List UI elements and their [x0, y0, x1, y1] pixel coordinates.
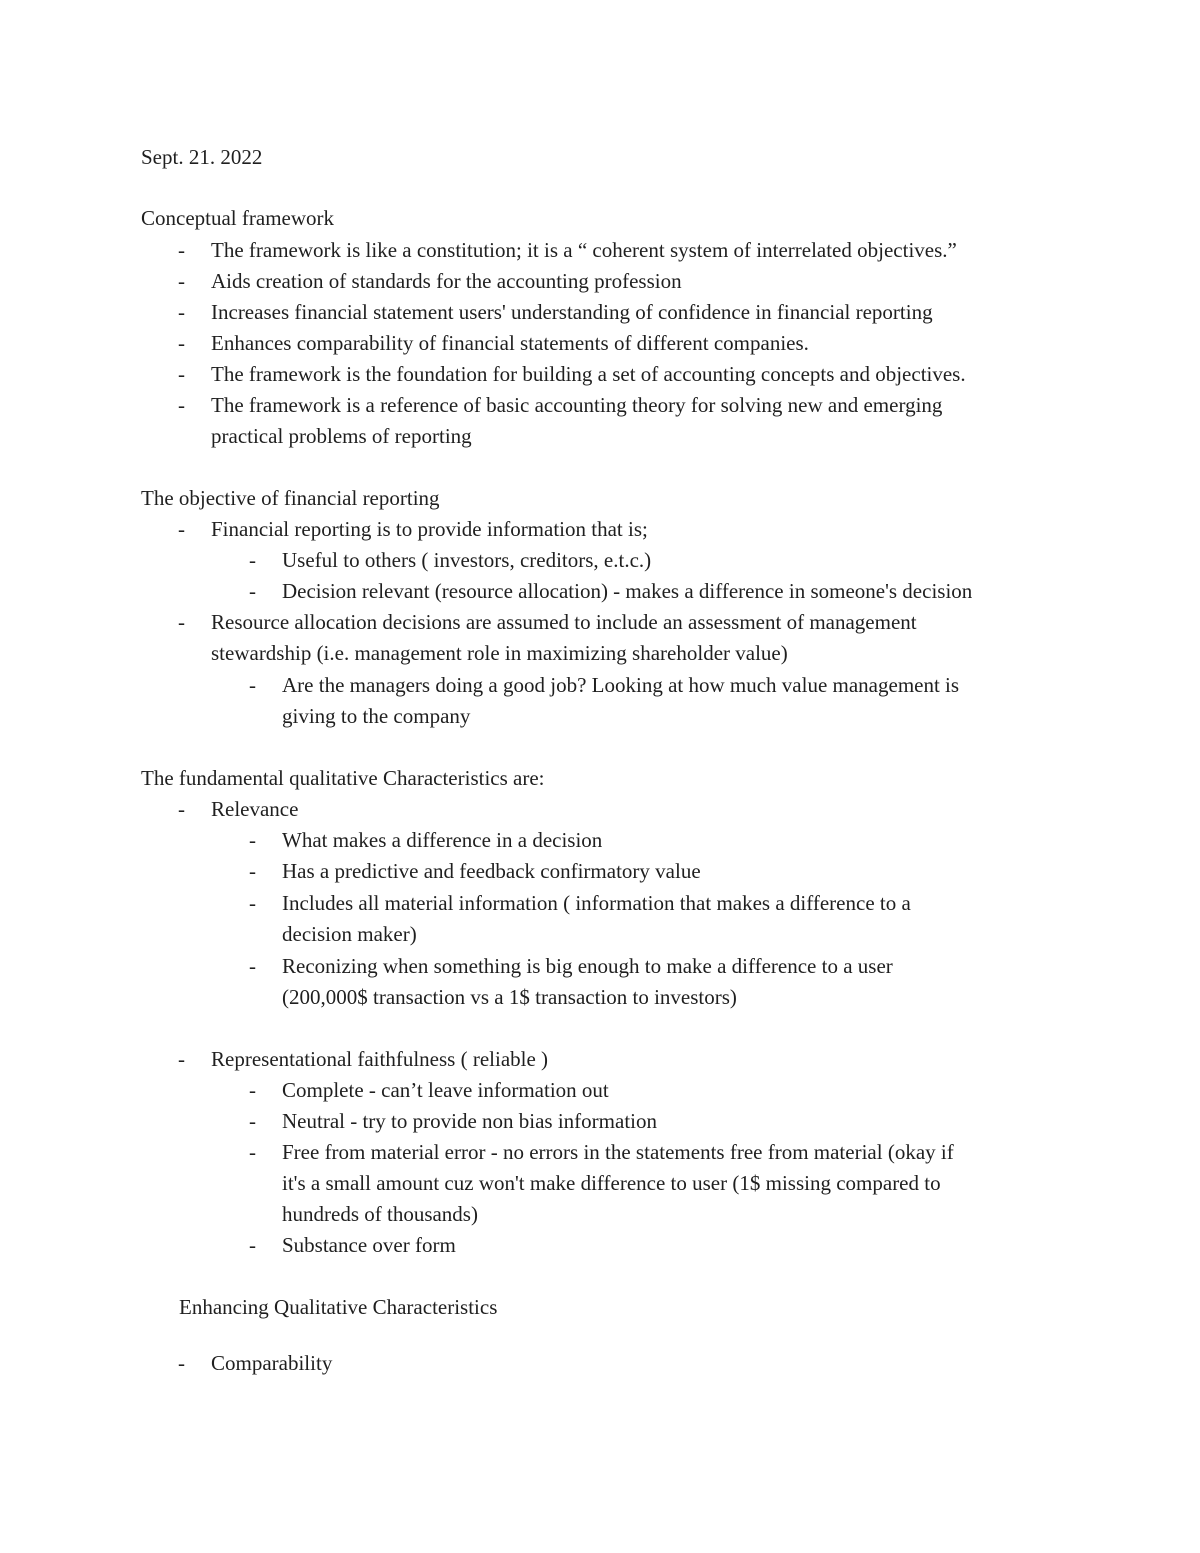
sub-list-item: Decision relevant (resource allocation) - makes a difference in someone's decision — [282, 579, 973, 603]
list-item: The framework is a reference of basic accounting theory for solving new and emerging — [211, 393, 943, 417]
bullet-dash: - — [178, 1047, 185, 1071]
sub-list-item: Are the managers doing a good job? Looking at how much value management is — [282, 673, 960, 697]
list-item: Resource allocation decisions are assumed to include an assessment of management — [211, 610, 917, 634]
list-item: Increases financial statement users' understanding of confidence in financial reporting — [211, 300, 933, 324]
section-heading-fundamental: The fundamental qualitative Characteristics are: — [141, 766, 545, 790]
sub-list-item-continuation: hundreds of thousands) — [282, 1202, 478, 1226]
sub-list-item: Includes all material information ( information that makes a difference to a — [282, 891, 911, 915]
bullet-dash: - — [178, 393, 185, 417]
section-heading-objective: The objective of financial reporting — [141, 486, 440, 510]
sub-list-item: Has a predictive and feedback confirmatory value — [282, 859, 701, 883]
sub-list-item-continuation: (200,000$ transaction vs a 1$ transaction to investors) — [282, 985, 737, 1009]
bullet-dash: - — [178, 797, 185, 821]
list-item: Representational faithfulness ( reliable ) — [211, 1047, 549, 1071]
section-heading-enhancing: Enhancing Qualitative Characteristics — [179, 1295, 498, 1319]
list-item: Financial reporting is to provide information that is; — [211, 517, 648, 541]
sub-bullet-dash: - — [249, 859, 256, 883]
sub-list-item: Useful to others ( investors, creditors, e.t.c.) — [282, 548, 652, 572]
sub-bullet-dash: - — [249, 1140, 256, 1164]
sub-bullet-dash: - — [249, 548, 256, 572]
sub-list-item: Complete - can’t leave information out — [282, 1078, 609, 1102]
sub-bullet-dash: - — [249, 1109, 256, 1133]
sub-list-item: Substance over form — [282, 1233, 456, 1257]
list-item: The framework is the foundation for building a set of accounting concepts and objectives. — [211, 362, 966, 386]
sub-bullet-dash: - — [249, 673, 256, 697]
bullet-dash: - — [178, 238, 185, 262]
bullet-dash: - — [178, 1351, 185, 1375]
bullet-dash: - — [178, 362, 185, 386]
sub-list-item: Reconizing when something is big enough to make a difference to a user — [282, 954, 893, 978]
sub-bullet-dash: - — [249, 1078, 256, 1102]
bullet-dash: - — [178, 331, 185, 355]
bullet-dash: - — [178, 300, 185, 324]
date-line: Sept. 21. 2022 — [141, 145, 263, 169]
bullet-dash: - — [178, 610, 185, 634]
section-heading-conceptual-framework: Conceptual framework — [141, 206, 335, 230]
list-item: Aids creation of standards for the accounting profession — [211, 269, 682, 293]
sub-list-item: Free from material error - no errors in the statements free from material (okay if — [282, 1140, 954, 1164]
sub-bullet-dash: - — [249, 954, 256, 978]
list-item-continuation: stewardship (i.e. management role in maximizing shareholder value) — [211, 641, 788, 665]
list-item: Comparability — [211, 1351, 333, 1375]
list-item: Relevance — [211, 797, 299, 821]
sub-list-item-continuation: giving to the company — [282, 704, 471, 728]
sub-list-item-continuation: decision maker) — [282, 922, 417, 946]
sub-bullet-dash: - — [249, 579, 256, 603]
sub-list-item: Neutral - try to provide non bias information — [282, 1109, 657, 1133]
bullet-dash: - — [178, 269, 185, 293]
sub-list-item: What makes a difference in a decision — [282, 828, 603, 852]
list-item: Enhances comparability of financial statements of different companies. — [211, 331, 809, 355]
list-item-continuation: practical problems of reporting — [211, 424, 472, 448]
list-item: The framework is like a constitution; it is a “ coherent system of interrelated objectives.” — [211, 238, 957, 262]
sub-bullet-dash: - — [249, 891, 256, 915]
sub-bullet-dash: - — [249, 828, 256, 852]
sub-list-item-continuation: it's a small amount cuz won't make difference to user (1$ missing compared to — [282, 1171, 941, 1195]
sub-bullet-dash: - — [249, 1233, 256, 1257]
bullet-dash: - — [178, 517, 185, 541]
